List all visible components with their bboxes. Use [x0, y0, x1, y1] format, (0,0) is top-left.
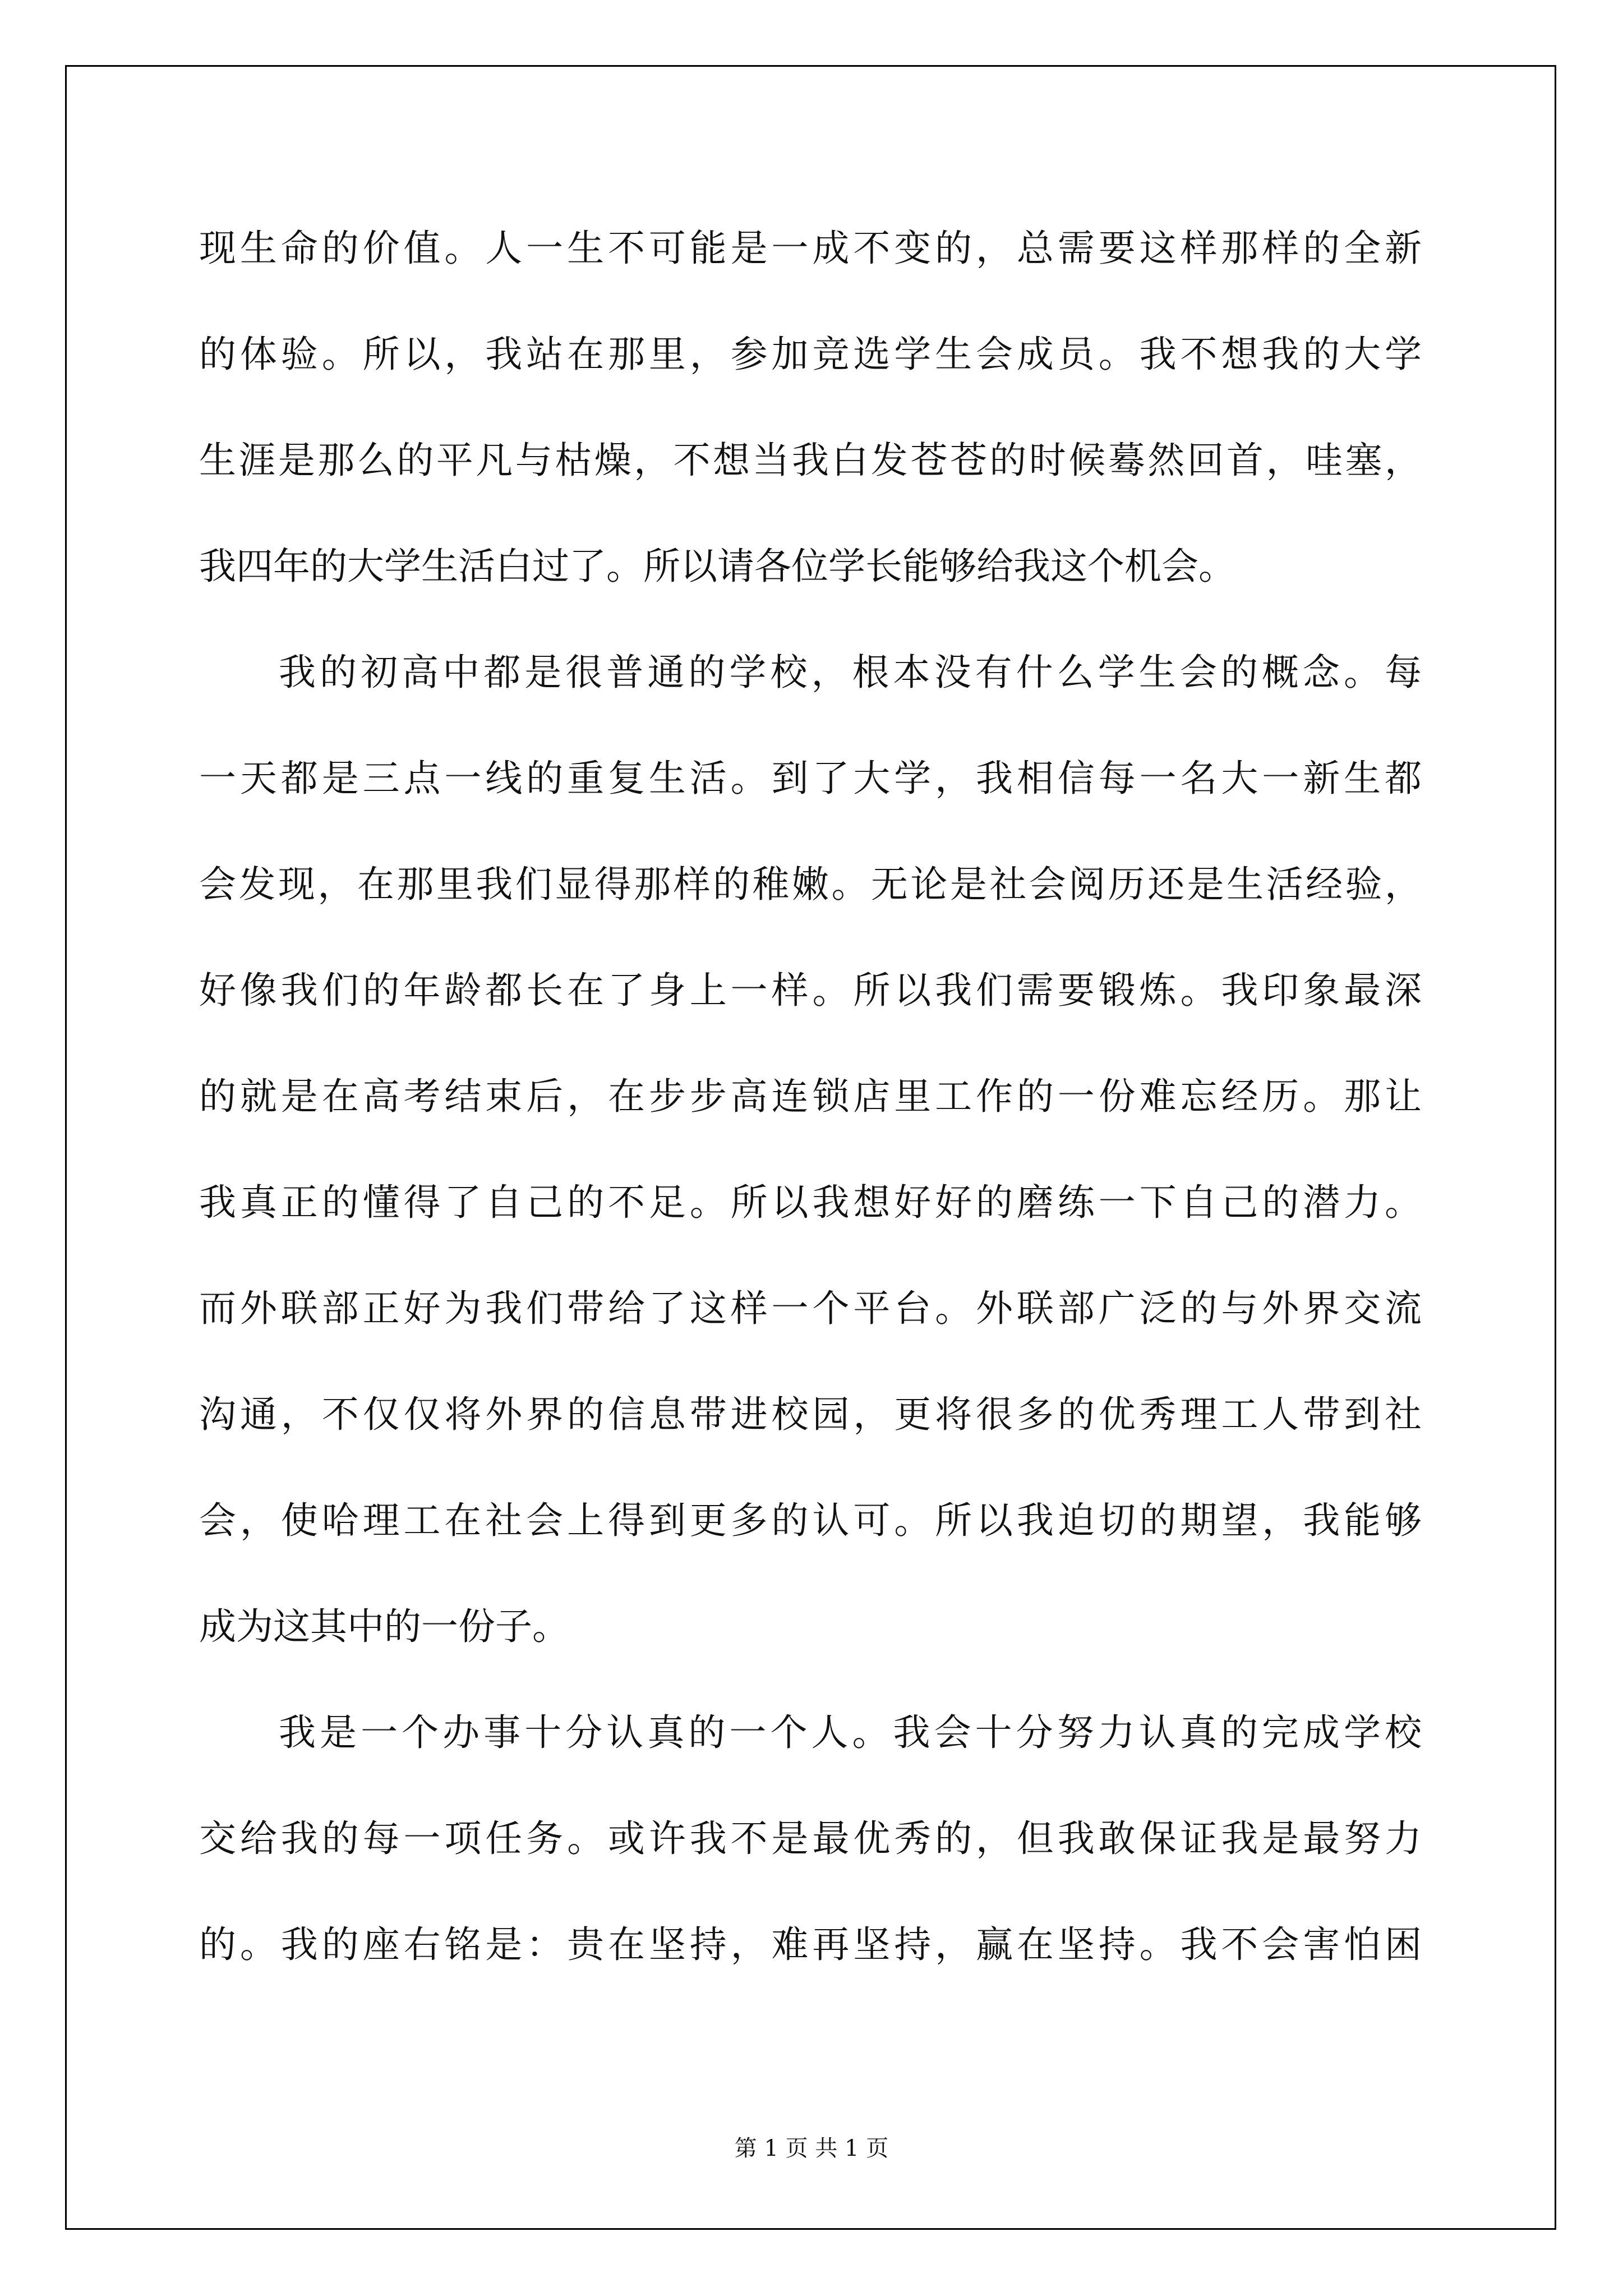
- page-number-footer: 第 1 页 共 1 页: [734, 2136, 889, 2161]
- text-line: 成为这其中的一份子。: [199, 1605, 569, 1648]
- text-line: 的体验。所以，我站在那里，参加竞选学生会成员。我不想我的大学: [199, 333, 1422, 376]
- text-line: 沟通，不仅仅将外界的信息带进校园，更将很多的优秀理工人带到社: [199, 1393, 1422, 1436]
- text-line: 一天都是三点一线的重复生活。到了大学，我相信每一名大一新生都: [199, 757, 1422, 800]
- text-line: 生涯是那么的平凡与枯燥，不想当我白发苍苍的时候蓦然回首，哇塞，: [199, 439, 1422, 482]
- paragraph-first-line: 我的初高中都是很普通的学校，根本没有什么学生会的概念。每: [279, 651, 1422, 694]
- text-line: 现生命的价值。人一生不可能是一成不变的，总需要这样那样的全新: [199, 227, 1422, 270]
- paragraph-first-line: 我是一个办事十分认真的一个人。我会十分努力认真的完成学校: [279, 1711, 1422, 1754]
- text-line: 的就是在高考结束后，在步步高连锁店里工作的一份难忘经历。那让: [199, 1075, 1422, 1118]
- text-line: 我真正的懂得了自己的不足。所以我想好好的磨练一下自己的潜力。: [199, 1181, 1422, 1224]
- text-line: 会发现，在那里我们显得那样的稚嫩。无论是社会阅历还是生活经验，: [199, 863, 1422, 906]
- text-line: 会，使哈理工在社会上得到更多的认可。所以我迫切的期望，我能够: [199, 1499, 1422, 1542]
- text-line: 而外联部正好为我们带给了这样一个平台。外联部广泛的与外界交流: [199, 1287, 1422, 1330]
- page-border: [65, 65, 1556, 2230]
- text-line: 的。我的座右铭是：贵在坚持，难再坚持，赢在坚持。我不会害怕困: [199, 1923, 1422, 1966]
- text-line: 我四年的大学生活白过了。所以请各位学长能够给我这个机会。: [199, 545, 1235, 588]
- text-line: 交给我的每一项任务。或许我不是最优秀的，但我敢保证我是最努力: [199, 1817, 1422, 1860]
- text-line: 好像我们的年龄都长在了身上一样。所以我们需要锻炼。我印象最深: [199, 969, 1422, 1012]
